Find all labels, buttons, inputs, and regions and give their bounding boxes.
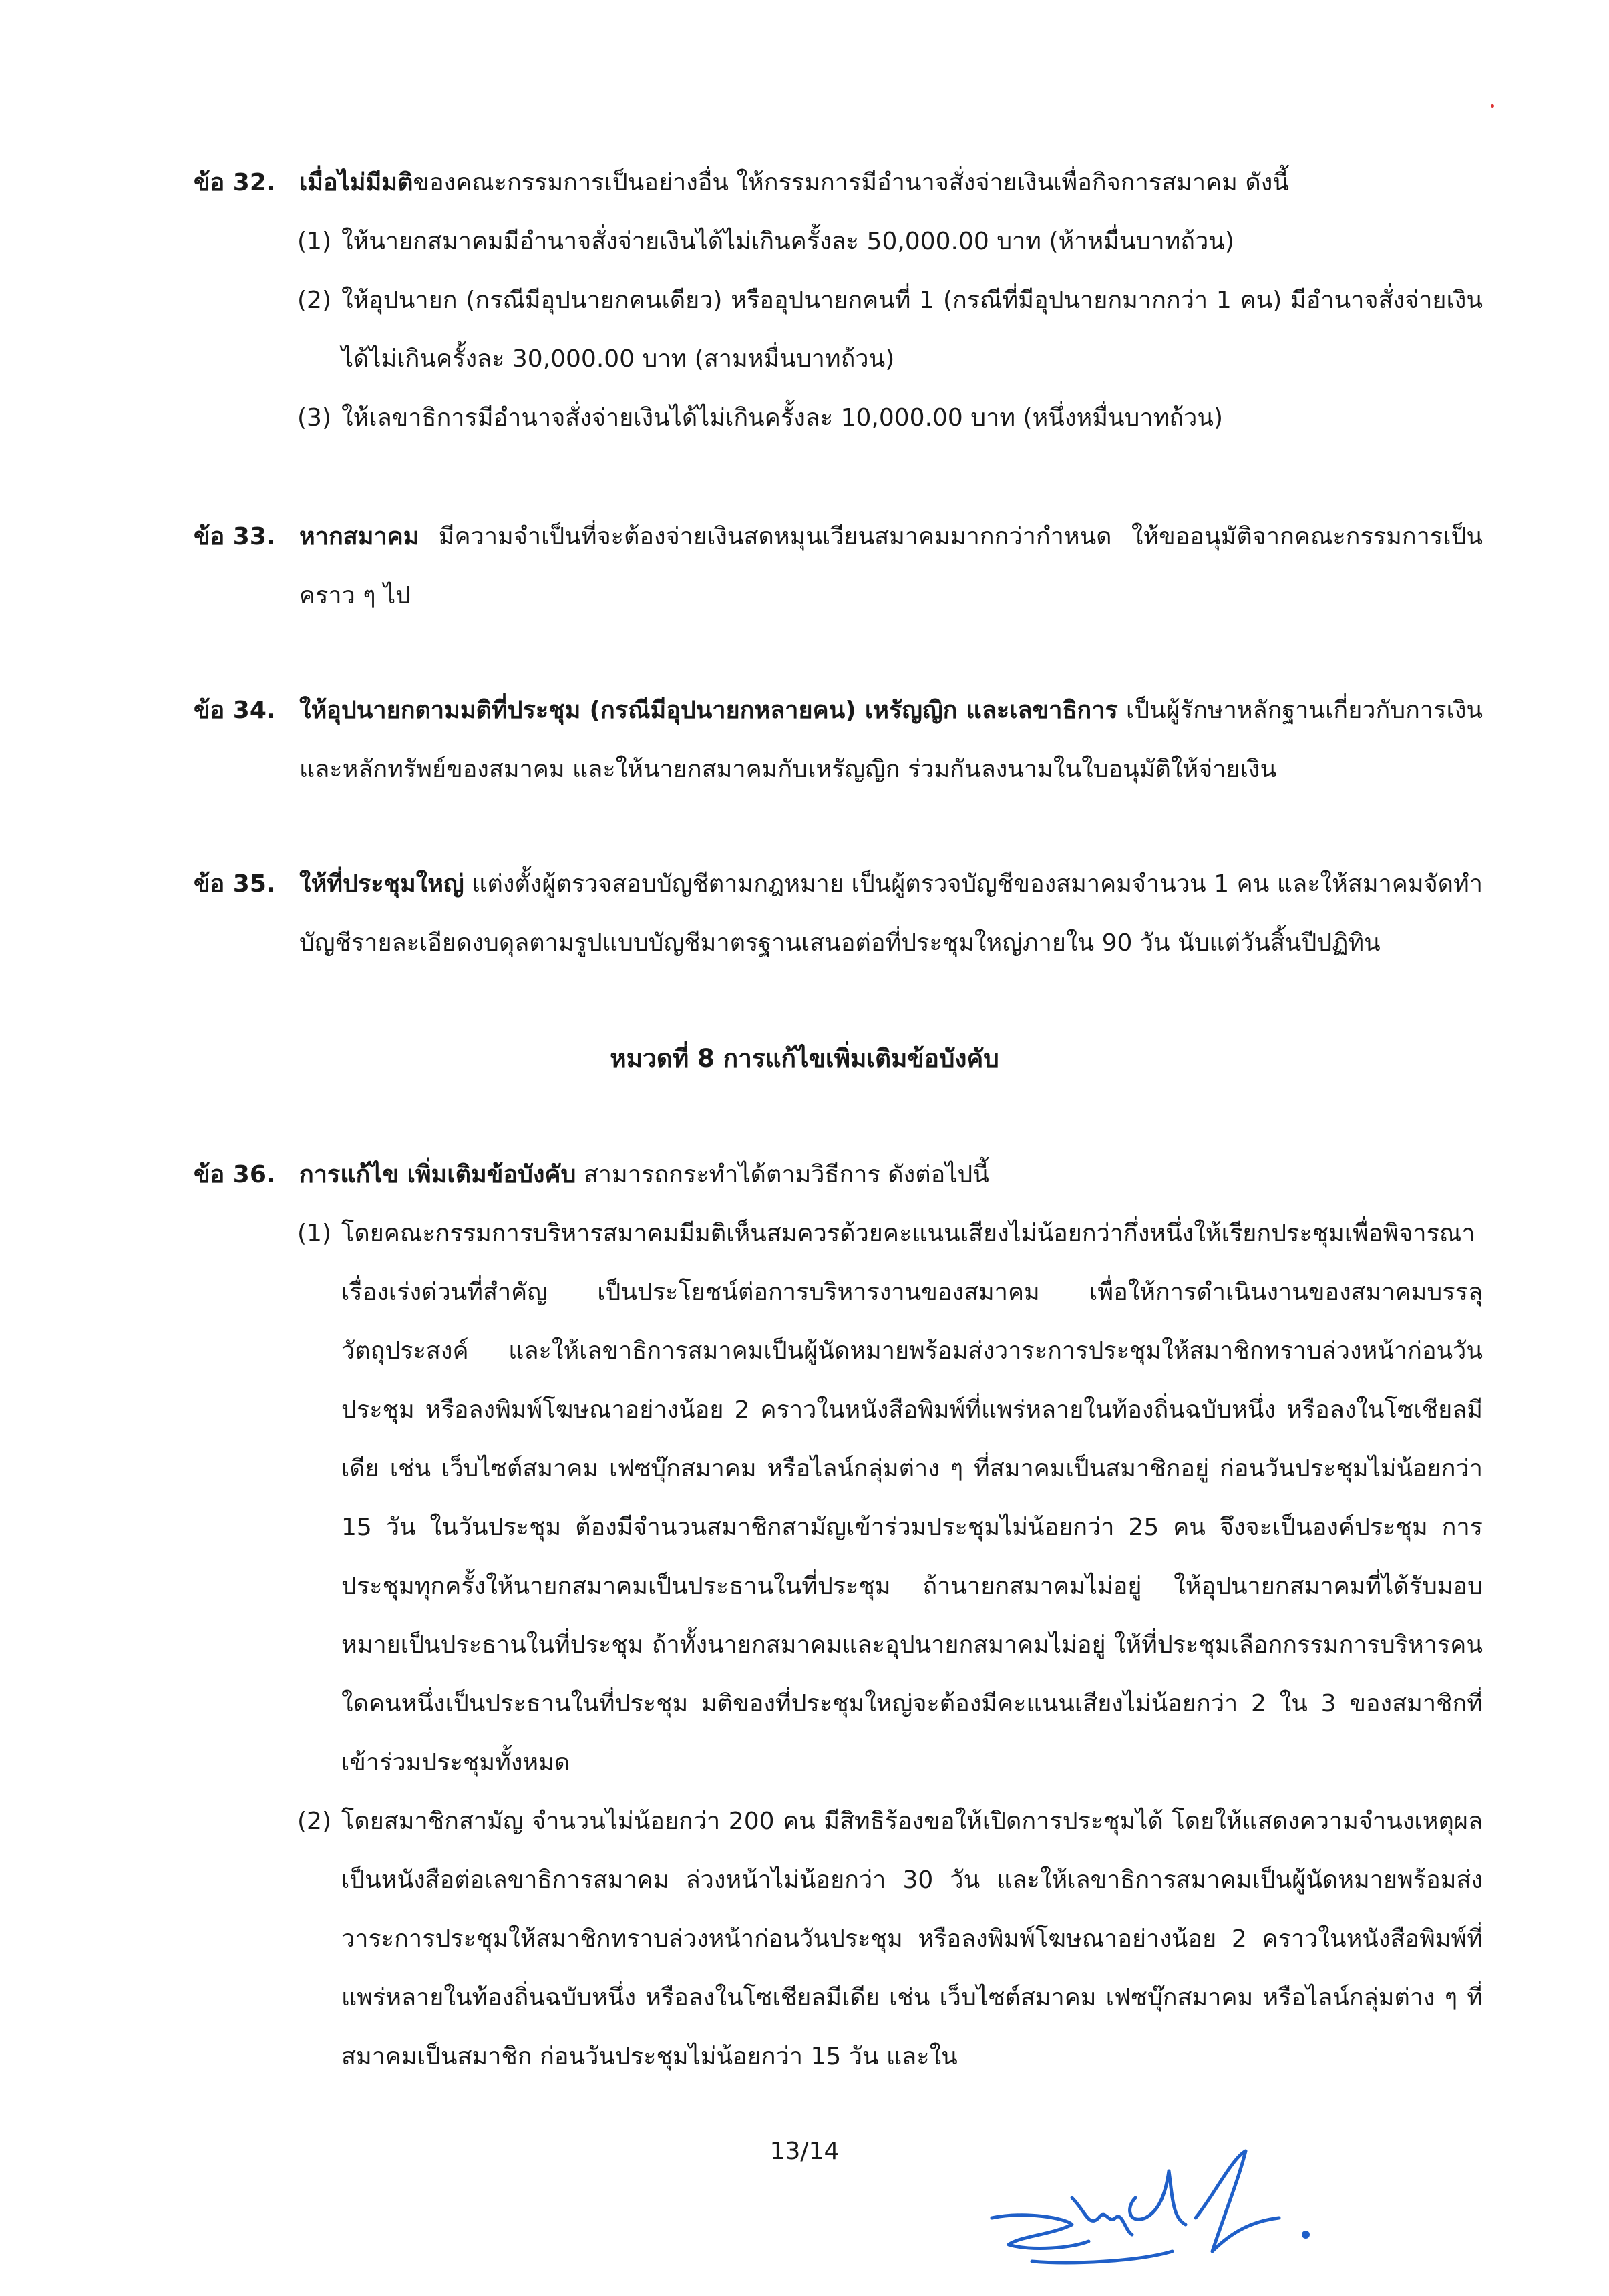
clause-lead: ให้อุปนายกตามมติที่ประชุม (กรณีมีอุปนายกหลายคน) เหรัญญิก และเลขาธิการ xyxy=(299,697,1118,724)
clause-text: แต่งตั้งผู้ตรวจสอบบัญชีตามกฎหมาย เป็นผู้ตรวจบัญชีของสมาคมจำนวน 1 คน และให้สมาคมจัดทำบัญชีรายละเอียดงบดุลตามรูปแบบบัญชีมาตรฐานเสนอต่อที่ประชุมใหญ่ภายใน 90 วัน นับแต่วันสิ้นปีปฏิทิน xyxy=(299,870,1483,957)
clause-body xyxy=(299,855,1483,973)
clause-lead: หากสมาคม xyxy=(299,523,419,550)
clause-32 xyxy=(194,154,1483,212)
clause-34 xyxy=(194,681,1483,799)
clause-number: ข้อ 32. xyxy=(194,169,276,196)
clause-text: เป็นผู้รักษาหลักฐานเกี่ยวกับการเงินและหลักทรัพย์ของสมาคม และให้นายกสมาคมกับเหรัญญิก ร่วมกันลงนามในใบอนุมัติให้จ่ายเงิน xyxy=(299,697,1483,783)
clause-36 xyxy=(194,1146,1483,1204)
list-item xyxy=(297,1792,1483,2086)
clause-number: ข้อ 35. xyxy=(194,870,276,898)
clause-text: ของคณะกรรมการเป็นอย่างอื่น ให้กรรมการมีอำนาจสั่งจ่ายเงินเพื่อกิจการสมาคม ดังนี้ xyxy=(413,169,1289,196)
item-text: ให้อุปนายก (กรณีมีอุปนายกคนเดียว) หรืออุปนายกคนที่ 1 (กรณีที่มีอุปนายกมากกว่า 1 คน) มีอำนาจสั่งจ่ายเงินได้ไม่เกินครั้งละ 30,000.00 บาท (สามหมื่นบาทถ้วน) xyxy=(341,287,1483,373)
clause-text: สามารถกระทำได้ตามวิธีการ ดังต่อไปนี้ xyxy=(576,1161,989,1188)
item-number: (1) xyxy=(297,1220,331,1247)
clause-35 xyxy=(194,855,1483,973)
clause-lead: ให้ที่ประชุมใหญ่ xyxy=(299,870,464,898)
clause-32-items xyxy=(297,212,1483,448)
item-text: ให้นายกสมาคมมีอำนาจสั่งจ่ายเงินได้ไม่เกินครั้งละ 50,000.00 บาท (ห้าหมื่นบาทถ้วน) xyxy=(341,228,1234,255)
clause-33 xyxy=(194,508,1483,625)
clause-body xyxy=(299,508,1483,625)
item-number: (1) xyxy=(297,228,331,255)
item-text: โดยสมาชิกสามัญ จำนวนไม่น้อยกว่า 200 คน มีสิทธิร้องขอให้เปิดการประชุมได้ โดยให้แสดงความจำนงเหตุผลเป็นหนังสือต่อเลขาธิการสมาคม ล่วงหน้าไม่น้อยกว่า 30 วัน และให้เลขาธิการสมาคมเป็นผู้นัดหมายพร้อมส่งวาระการประชุมให้สมาชิกทราบล่วงหน้าก่อนวันประชุม หรือลงพิมพ์โฆษณาอย่างน้อย 2 คราวในหนังสือพิมพ์ที่แพร่หลายในท้องถิ่นฉบับหนึ่ง หรือลงในโซเชียลมีเดีย เช่น เว็บไซต์สมาคม เฟซบุ๊กสมาคม หรือไลน์กลุ่มต่าง ๆ ที่สมาคมเป็นสมาชิก ก่อนวันประชุมไม่น้อยกว่า 15 วัน และใน xyxy=(341,1808,1483,2070)
page-number: 13/14 xyxy=(769,2138,840,2165)
clause-number: ข้อ 33. xyxy=(194,523,276,550)
item-number: (2) xyxy=(297,1808,331,1835)
clause-body xyxy=(299,154,1483,212)
item-text: ให้เลขาธิการมีอำนาจสั่งจ่ายเงินได้ไม่เกินครั้งละ 10,000.00 บาท (หนึ่งหมื่นบาทถ้วน) xyxy=(341,404,1224,432)
clause-lead: เมื่อไม่มีมติ xyxy=(299,169,413,196)
clause-body xyxy=(299,1146,1483,1204)
clause-lead: การแก้ไข เพิ่มเติมข้อบังคับ xyxy=(299,1161,576,1188)
list-item xyxy=(297,212,1483,271)
clause-body xyxy=(299,681,1483,799)
list-item xyxy=(297,1204,1483,1792)
clause-number: ข้อ 36. xyxy=(194,1161,276,1188)
list-item xyxy=(297,389,1483,448)
clause-text: มีความจำเป็นที่จะต้องจ่ายเงินสดหมุนเวียนสมาคมมากกว่ากำหนด ให้ขออนุมัติจากคณะกรรมการเป็นคราว ๆ ไป xyxy=(299,523,1483,609)
clause-number: ข้อ 34. xyxy=(194,697,276,724)
item-text: โดยคณะกรรมการบริหารสมาคมมีมติเห็นสมควรด้วยคะแนนเสียงไม่น้อยกว่ากึ่งหนึ่งให้เรียกประชุมเพื่อพิจารณา เรื่องเร่งด่วนที่สำคัญ เป็นประโยชน์ต่อการบริหารงานของสมาคม เพื่อให้การดำเนินงานของสมาคมบรรลุวัตถุประสงค์ และให้เลขาธิการสมาคมเป็นผู้นัดหมายพร้อมส่งวาระการประชุมให้สมาชิกทราบล่วงหน้าก่อนวันประชุม หรือลงพิมพ์โฆษณาอย่างน้อย 2 คราวในหนังสือพิมพ์ที่แพร่หลายในท้องถิ่นฉบับหนึ่ง หรือลงในโซเชียลมีเดีย เช่น เว็บไซต์สมาคม เฟซบุ๊กสมาคม หรือไลน์กลุ่มต่าง ๆ ที่สมาคมเป็นสมาชิกอยู่ ก่อนวันประชุมไม่น้อยกว่า 15 วัน ในวันประชุม ต้องมีจำนวนสมาชิกสามัญเข้าร่วมประชุมไม่น้อยกว่า 25 คน จึงจะเป็นองค์ประชุม การประชุมทุกครั้งให้นายกสมาคมเป็นประธานในที่ประชุม ถ้านายกสมาคมไม่อยู่ ให้อุปนายกสมาคมที่ได้รับมอบหมายเป็นประธานในที่ประชุม ถ้าทั้งนายกสมาคมและอุปนายกสมาคมไม่อยู่ ให้ที่ประชุมเลือกกรรมการบริหารคนใดคนหนึ่งเป็นประธานในที่ประชุม มติของที่ประชุมใหญ่จะต้องมีคะแนนเสียงไม่น้อยกว่า 2 ใน 3 ของสมาชิกที่เข้าร่วมประชุมทั้งหมด xyxy=(341,1220,1483,1776)
signature-image xyxy=(972,2118,1359,2278)
clause-36-items xyxy=(297,1204,1483,2086)
list-item xyxy=(297,271,1483,389)
item-number: (3) xyxy=(297,404,331,432)
item-number: (2) xyxy=(297,287,331,314)
section-heading: หมวดที่ 8 การแก้ไขเพิ่มเติมข้อบังคับ xyxy=(610,1044,999,1073)
red-dot-mark xyxy=(1491,104,1494,108)
